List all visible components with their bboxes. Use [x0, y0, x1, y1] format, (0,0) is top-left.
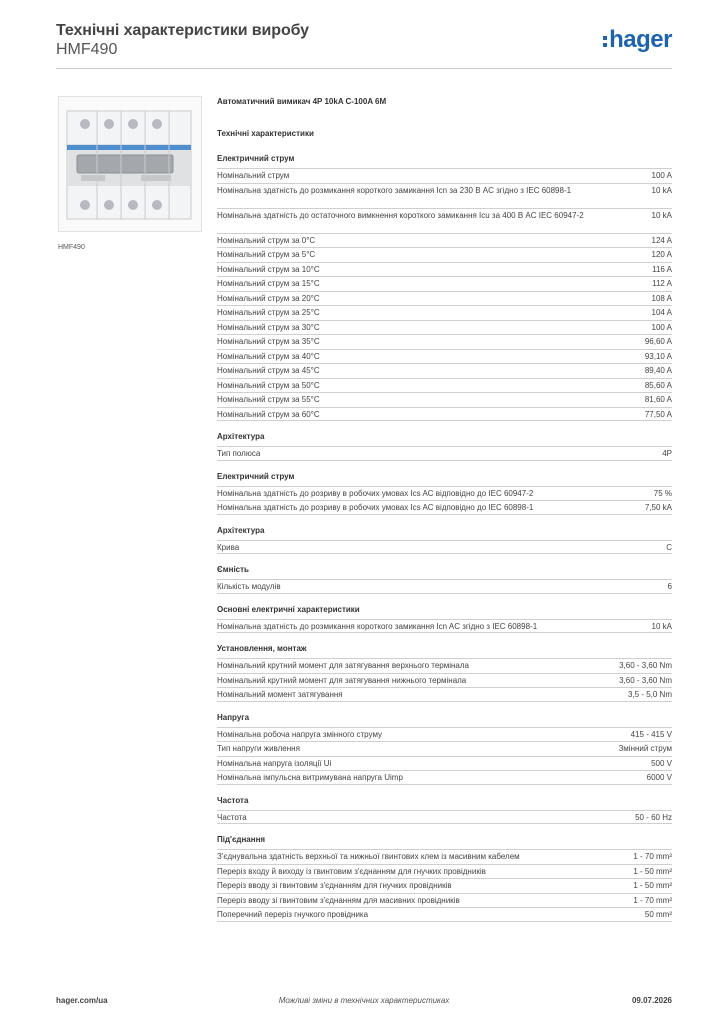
spec-row — [217, 208, 672, 233]
spec-label: Номінальний струм за 45°C — [217, 366, 320, 375]
spec-value: 50 - 60 Hz — [635, 812, 672, 822]
spec-row — [217, 756, 672, 771]
page-subtitle: HMF490 — [56, 41, 118, 58]
spec-row — [217, 727, 672, 742]
spec-value: C — [666, 542, 672, 552]
spec-value: 1 - 50 mm² — [633, 881, 672, 890]
footer-website: hager.com/ua — [56, 996, 108, 1005]
section-title: Електричний струм — [217, 154, 295, 163]
spec-row — [217, 579, 672, 594]
spec-row — [217, 363, 672, 378]
spec-row — [217, 849, 672, 864]
hager-logo — [603, 26, 672, 54]
spec-value: 1 - 50 mm² — [633, 866, 672, 876]
spec-label: Номінальна здатність до розмикання короткого замикання Icn AC згідно з IEC 60898-1 — [217, 621, 538, 631]
spec-value: 93,10 A — [644, 351, 672, 361]
spec-row — [217, 619, 672, 634]
spec-value: 500 V — [651, 758, 672, 768]
spec-label: Номінальна здатність до розриву в робочих умовах Ics AC відповідно до IEC 60898-1 — [217, 503, 534, 512]
spec-label: Поперечний переріз гнучкого провідника — [217, 910, 369, 919]
section-title: Установлення, монтаж — [217, 644, 307, 653]
spec-label: Кількість модулів — [217, 582, 281, 591]
spec-row — [217, 349, 672, 364]
spec-label: Номінальний струм за 10°C — [217, 264, 320, 274]
section-title: Електричний струм — [217, 471, 295, 481]
spec-value: 3,60 - 3,60 Nm — [619, 675, 672, 685]
spec-row — [217, 500, 672, 515]
logo-text: hager — [609, 26, 672, 53]
spec-label: Номінальний струм за 55°C — [217, 395, 320, 404]
section-title: Архітектура — [217, 432, 265, 441]
product-name: Автоматичний вимикач 4P 10kA C-100A 6M — [217, 97, 387, 106]
image-caption: HMF490 — [58, 244, 85, 251]
spec-label: Номінальний струм за 60°C — [217, 409, 320, 419]
section-title: Ємність — [217, 565, 249, 574]
spec-value: 116 A — [652, 264, 672, 274]
spec-label: Номінальна напруга ізоляції Ui — [217, 758, 332, 768]
page-title: Технічні характеристики виробу — [56, 22, 309, 39]
header-divider — [56, 68, 672, 69]
spec-value: 1 - 70 mm² — [633, 852, 672, 861]
spec-row — [217, 810, 672, 825]
spec-label: Номінальний струм за 15°C — [217, 279, 320, 288]
spec-label: Номінальна здатність до остаточного вимкнення короткого замикання Icu за 400 В AC IEC 60947-2 — [217, 210, 584, 220]
spec-row — [217, 334, 672, 349]
spec-row — [217, 378, 672, 393]
spec-label: Номінальна здатність до розриву в робочих умовах Ics AC відповідно до IEC 60947-2 — [217, 488, 534, 498]
spec-value: 6000 V — [646, 773, 672, 782]
spec-label: Номінальний струм за 25°C — [217, 308, 320, 317]
spec-row — [217, 247, 672, 262]
spec-label: Номінальний струм — [217, 171, 290, 180]
spec-row — [217, 168, 672, 183]
spec-row — [217, 407, 672, 422]
spec-label: Номінальний струм за 50°C — [217, 380, 320, 390]
spec-row — [217, 183, 672, 208]
spec-label: Номінальний струм за 30°C — [217, 322, 320, 332]
spec-row — [217, 907, 672, 922]
spec-value: 81,60 A — [644, 395, 672, 404]
spec-label: Номінальний струм за 5°C — [217, 250, 316, 259]
spec-value: 415 - 415 V — [630, 729, 672, 739]
spec-row — [217, 673, 672, 688]
spec-label: Номінальний крутний момент для затягування нижнього термінала — [217, 675, 467, 685]
spec-value: 4P — [662, 449, 672, 458]
spec-label: Номінальний струм за 40°C — [217, 351, 320, 361]
spec-label: Крива — [217, 542, 240, 552]
footer-date: 09.07.2026 — [631, 996, 672, 1005]
spec-row — [217, 741, 672, 756]
spec-row — [217, 305, 672, 320]
section-title: Архітектура — [217, 525, 265, 535]
spec-value: 100 A — [651, 322, 672, 332]
spec-value: 10 kA — [651, 621, 672, 631]
spec-value: 120 A — [651, 250, 672, 259]
spec-label: Номінальний струм за 20°C — [217, 293, 320, 303]
spec-row — [217, 687, 672, 702]
section-title: Під'єднання — [217, 835, 266, 844]
section-title: Основні електричні характеристики — [217, 604, 360, 614]
spec-row — [217, 233, 672, 248]
circuit-breaker-picture — [59, 97, 201, 231]
spec-value: 7,50 kA — [644, 503, 672, 512]
spec-label: Номінальна здатність до розмикання короткого замикання Icn за 230 В AC згідно з IEC 60898-1 — [217, 185, 572, 195]
spec-value: 1 - 70 mm² — [633, 895, 672, 905]
page-header — [56, 20, 672, 70]
spec-row — [217, 291, 672, 306]
spec-label: Номінальний струм за 35°C — [217, 337, 320, 346]
spec-row — [217, 864, 672, 879]
section-title: Напруга — [217, 712, 250, 722]
spec-label: Номінальна робоча напруга змінного струму — [217, 729, 383, 739]
spec-value: Змінний струм — [618, 744, 672, 753]
footer-disclaimer: Можливі зміни в технічних характеристиках — [278, 996, 450, 1005]
section-title: Частота — [217, 795, 249, 805]
spec-row — [217, 658, 672, 673]
spec-label: Номінальний момент затягування — [217, 690, 343, 699]
spec-label: Номінальний струм за 0°C — [217, 235, 316, 245]
spec-row — [217, 262, 672, 277]
spec-value: 124 A — [651, 235, 672, 245]
spec-value: 10 kA — [651, 210, 672, 220]
spec-value: 77,50 A — [644, 409, 672, 419]
spec-value: 3,5 - 5,0 Nm — [627, 690, 672, 699]
spec-row — [217, 878, 672, 893]
product-image — [58, 96, 202, 232]
spec-value: 50 mm² — [644, 910, 672, 919]
spec-value: 104 A — [651, 308, 672, 317]
spec-label: Переріз входу й виходу із гвинтовим з'єднанням для гнучких провідників — [217, 866, 486, 876]
spec-value: 10 kA — [651, 185, 672, 195]
spec-label: Переріз вводу зі гвинтовим з'єднанням для гнучких провідників — [217, 881, 452, 890]
spec-label: Номінальний крутний момент для затягування верхнього термінала — [217, 661, 469, 670]
spec-value: 100 A — [651, 171, 672, 180]
spec-label: Тип полюса — [217, 449, 261, 458]
spec-value: 108 A — [651, 293, 672, 303]
spec-value: 3,60 - 3,60 Nm — [619, 661, 672, 670]
tech-heading: Технічні характеристики — [217, 129, 314, 138]
spec-row — [217, 893, 672, 908]
logo-dots-icon — [603, 36, 607, 47]
spec-value: 6 — [667, 582, 672, 591]
spec-label: Тип напруги живлення — [217, 744, 300, 753]
spec-label: Номінальна імпульсна витримувана напруга Uimp — [217, 773, 403, 782]
spec-label: Частота — [217, 812, 247, 822]
spec-row — [217, 486, 672, 501]
spec-value: 75 % — [653, 488, 672, 498]
spec-row — [217, 392, 672, 407]
spec-value: 85,60 A — [644, 380, 672, 390]
spec-label: З'єднувальна здатність верхньої та нижньої гвинтових клем із масивним кабелем — [217, 852, 520, 861]
spec-value: 89,40 A — [644, 366, 672, 375]
spec-row — [217, 276, 672, 291]
spec-row — [217, 540, 672, 555]
spec-row — [217, 320, 672, 335]
spec-label: Переріз вводу зі гвинтовим з'єднанням для масивних провідників — [217, 895, 460, 905]
spec-value: 112 A — [652, 279, 672, 288]
spec-row — [217, 446, 672, 461]
spec-row — [217, 770, 672, 785]
spec-value: 96,60 A — [644, 337, 672, 346]
